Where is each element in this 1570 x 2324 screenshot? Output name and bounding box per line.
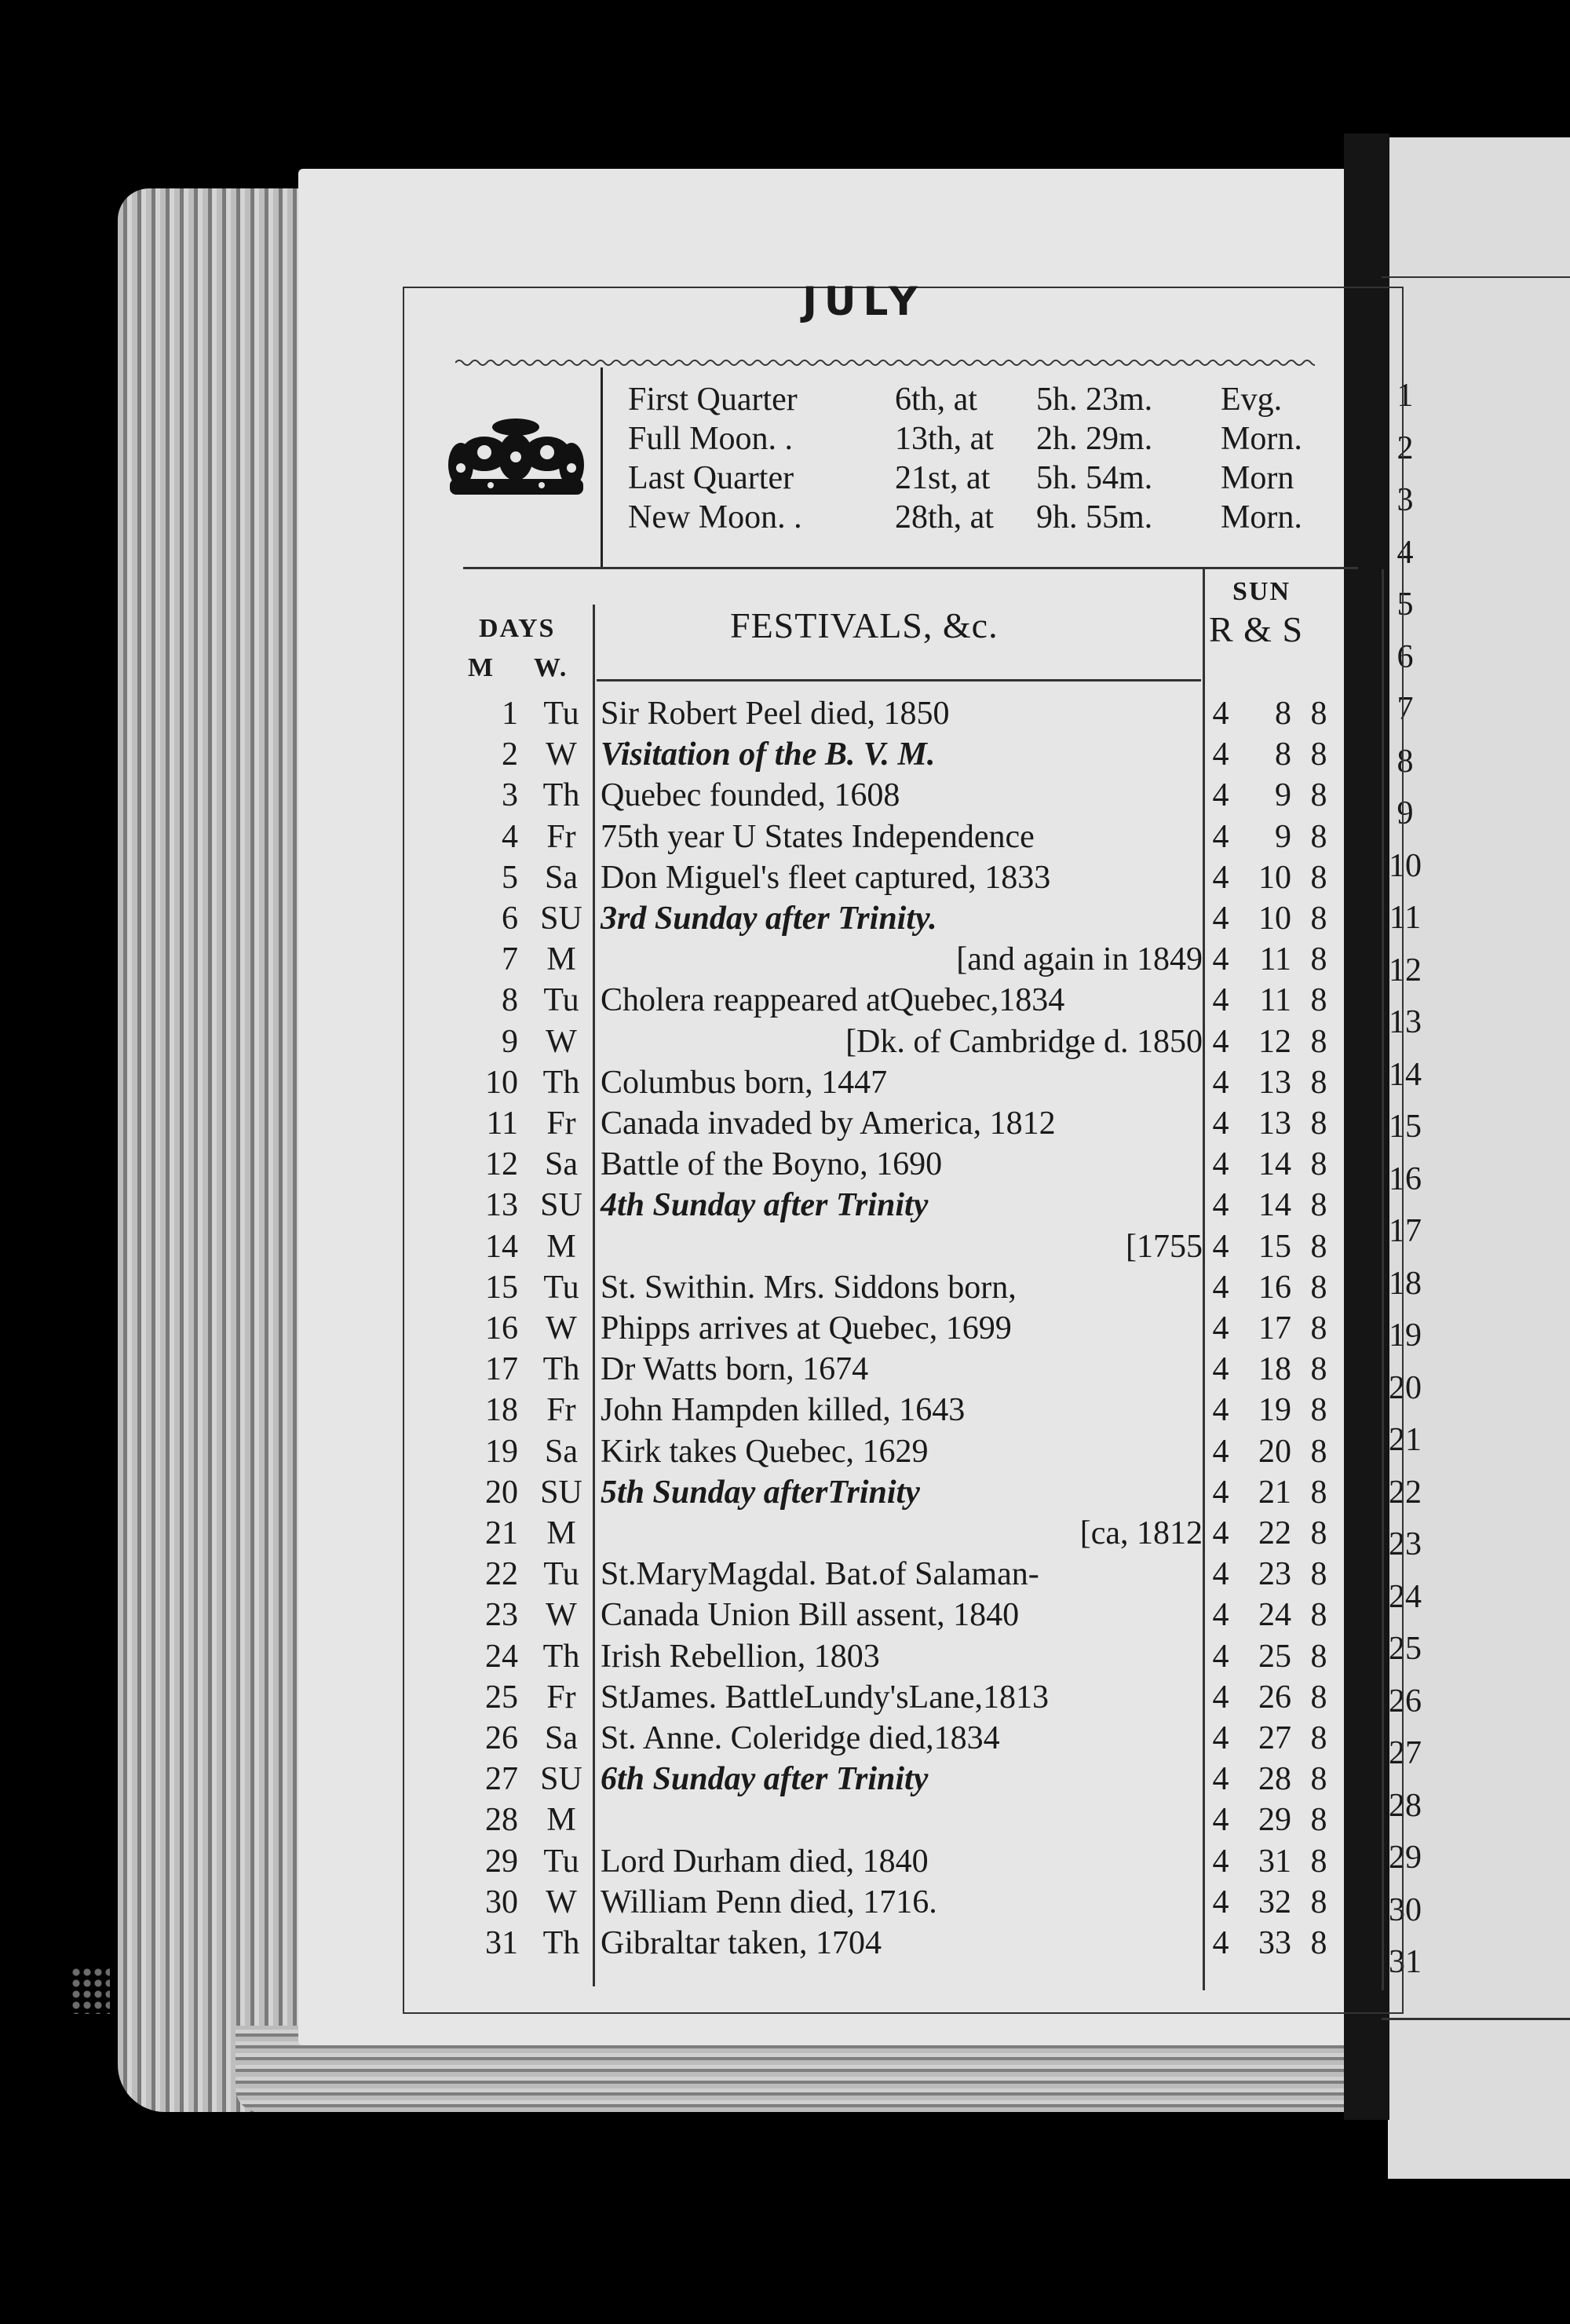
sun-minutes: 14 [1258, 1187, 1291, 1224]
day-of-week: Sa [545, 1720, 578, 1756]
sun-minutes: 12 [1258, 1023, 1291, 1060]
day-row [0, 1023, 1397, 1064]
sun-rise-hour: 4 [1212, 1638, 1229, 1675]
sun-rise-hour: 4 [1212, 1187, 1229, 1224]
facing-page-number: 21 [1389, 1422, 1422, 1458]
day-of-month: 27 [485, 1761, 518, 1798]
day-of-month: 5 [502, 859, 518, 896]
day-row [0, 1719, 1397, 1760]
day-of-week: M [546, 1228, 576, 1265]
rise-set-header: R & S [1209, 609, 1304, 649]
day-of-week: W [546, 1023, 577, 1060]
facing-page-number: 16 [1389, 1160, 1422, 1197]
sun-set-hour: 8 [1310, 982, 1327, 1019]
day-of-week: Th [542, 1638, 580, 1675]
day-of-week: Tu [543, 1843, 579, 1880]
facing-page-number: 5 [1397, 586, 1414, 623]
sun-minutes: 8 [1275, 696, 1291, 732]
sun-set-hour: 8 [1310, 1761, 1327, 1798]
sun-set-hour: 8 [1310, 777, 1327, 814]
sun-rise-hour: 4 [1212, 1105, 1229, 1142]
day-row [0, 1186, 1397, 1227]
moon-phase-name: Last Quarter [628, 460, 794, 496]
sun-set-hour: 8 [1310, 1064, 1327, 1101]
festival-text: William Penn died, 1716. [601, 1884, 937, 1920]
day-of-month: 9 [502, 1023, 518, 1060]
day-row [0, 1596, 1397, 1637]
facing-page-number: 6 [1397, 638, 1414, 675]
moon-phase-period: Morn [1221, 460, 1294, 496]
sun-minutes: 10 [1258, 901, 1291, 937]
sun-header: SUN [1232, 577, 1291, 606]
day-of-month: 8 [502, 982, 518, 1019]
festival-text: Irish Rebellion, 1803 [601, 1638, 880, 1675]
day-row [0, 1269, 1397, 1310]
moon-phase-period: Evg. [1221, 382, 1283, 418]
day-of-week: Tu [543, 982, 579, 1019]
day-of-week: Th [542, 1064, 580, 1101]
festival-text: St.MaryMagdal. Bat.of Salaman- [601, 1556, 1039, 1593]
festival-text: Battle of the Boyno, 1690 [601, 1146, 943, 1183]
day-row [0, 1228, 1397, 1269]
sun-minutes: 26 [1258, 1679, 1291, 1716]
facing-page-number: 8 [1397, 743, 1414, 780]
festival-text: Cholera reappeared atQuebec,1834 [601, 982, 1065, 1019]
facing-page-number: 9 [1397, 795, 1414, 831]
day-of-month: 26 [485, 1720, 518, 1756]
moon-phase-name: First Quarter [628, 382, 798, 418]
festival-text: 6th Sunday after Trinity [601, 1761, 929, 1798]
facing-page-number: 26 [1389, 1683, 1422, 1719]
facing-page-number: 14 [1389, 1056, 1422, 1093]
day-of-week: SU [540, 1761, 582, 1798]
festival-text: 4th Sunday after Trinity [601, 1187, 929, 1224]
day-of-month: 2 [502, 736, 518, 773]
day-of-month: 1 [502, 696, 518, 732]
sun-rise-hour: 4 [1212, 859, 1229, 896]
day-of-week: Fr [546, 1392, 576, 1429]
sun-rise-hour: 4 [1212, 1228, 1229, 1265]
sun-rise-hour: 4 [1212, 1351, 1229, 1388]
festival-text: [and again in 1849 [956, 941, 1203, 978]
day-of-week: Th [542, 1925, 580, 1961]
day-of-month: 18 [485, 1392, 518, 1429]
sun-rise-hour: 4 [1212, 1023, 1229, 1060]
day-of-month: 30 [485, 1884, 518, 1920]
facing-page-number: 20 [1389, 1369, 1422, 1406]
day-of-week: Tu [543, 696, 579, 732]
sun-set-hour: 8 [1310, 1146, 1327, 1183]
facing-page-number: 29 [1389, 1840, 1422, 1876]
day-of-week: Fr [546, 818, 576, 855]
day-of-month: 19 [485, 1433, 518, 1470]
sun-set-hour: 8 [1310, 1269, 1327, 1306]
dust-speck [71, 1967, 110, 2014]
sun-rise-hour: 4 [1212, 1843, 1229, 1880]
facing-page-number: 12 [1389, 952, 1422, 988]
sun-rise-hour: 4 [1212, 1679, 1229, 1716]
festival-text: 75th year U States Independence [601, 818, 1035, 855]
day-of-month: 31 [485, 1925, 518, 1961]
sun-minutes: 15 [1258, 1228, 1291, 1265]
day-of-month: 11 [486, 1105, 518, 1142]
facing-page-number: 15 [1389, 1109, 1422, 1145]
facing-page-number: 23 [1389, 1526, 1422, 1562]
day-of-month: 13 [485, 1187, 518, 1224]
facing-page-number: 10 [1389, 847, 1422, 884]
day-row [0, 776, 1397, 817]
festival-text: Canada Union Bill assent, 1840 [601, 1597, 1020, 1634]
day-row [0, 1924, 1397, 1965]
day-row [0, 1105, 1397, 1146]
sun-set-hour: 8 [1310, 1925, 1327, 1961]
sun-minutes: 16 [1258, 1269, 1291, 1306]
moon-phase-name: New Moon. . [628, 499, 802, 535]
day-row [0, 1474, 1397, 1515]
days-header: DAYS [479, 614, 556, 643]
day-of-month: 17 [485, 1351, 518, 1388]
day-of-week: M [546, 1515, 576, 1551]
festival-text: Lord Durham died, 1840 [601, 1843, 929, 1880]
sun-set-hour: 8 [1310, 1187, 1327, 1224]
festival-text: [ca, 1812 [1079, 1515, 1203, 1551]
festival-text: Phipps arrives at Quebec, 1699 [601, 1310, 1012, 1347]
facing-page-rule-bottom [1382, 2018, 1570, 2020]
day-of-week: W [546, 736, 577, 773]
facing-page-number: 30 [1389, 1891, 1422, 1928]
facing-page-number: 11 [1389, 900, 1422, 936]
day-row [0, 1515, 1397, 1555]
sun-minutes: 21 [1258, 1474, 1291, 1511]
day-of-week: Fr [546, 1105, 576, 1142]
day-of-week: Fr [546, 1679, 576, 1716]
day-of-month: 4 [502, 818, 518, 855]
moon-phase-time: 9h. 55m. [1036, 499, 1153, 535]
sun-set-hour: 8 [1310, 1638, 1327, 1675]
sun-set-hour: 8 [1310, 696, 1327, 732]
sun-set-hour: 8 [1310, 1843, 1327, 1880]
day-row [0, 1760, 1397, 1801]
sun-set-hour: 8 [1310, 1105, 1327, 1142]
festival-text: 5th Sunday afterTrinity [601, 1474, 920, 1511]
day-of-week: SU [540, 1187, 582, 1224]
sun-minutes: 20 [1258, 1433, 1291, 1470]
day-row [0, 1350, 1397, 1391]
sun-minutes: 32 [1258, 1884, 1291, 1920]
sun-minutes: 9 [1275, 777, 1291, 814]
sun-minutes: 9 [1275, 818, 1291, 855]
day-of-week: Sa [545, 1146, 578, 1183]
facing-page-number: 18 [1389, 1265, 1422, 1302]
day-row [0, 1843, 1397, 1884]
festival-text: Columbus born, 1447 [601, 1064, 888, 1101]
day-row [0, 859, 1397, 900]
sun-rise-hour: 4 [1212, 1761, 1229, 1798]
sun-rise-hour: 4 [1212, 696, 1229, 732]
day-of-month: 29 [485, 1843, 518, 1880]
sun-set-hour: 8 [1310, 1474, 1327, 1511]
festivals-header: FESTIVALS, &c. [730, 605, 999, 645]
sun-set-hour: 8 [1310, 818, 1327, 855]
sun-set-hour: 8 [1310, 901, 1327, 937]
sun-rise-hour: 4 [1212, 1802, 1229, 1839]
moon-divider [601, 367, 603, 568]
day-of-week: W [546, 1597, 577, 1634]
festival-text: Quebec founded, 1608 [601, 777, 900, 814]
day-of-week: Sa [545, 859, 578, 896]
sun-minutes: 33 [1258, 1925, 1291, 1961]
sun-minutes: 11 [1259, 941, 1291, 978]
festival-text: Dr Watts born, 1674 [601, 1351, 869, 1388]
sun-minutes: 13 [1258, 1064, 1291, 1101]
facing-page-number: 28 [1389, 1787, 1422, 1824]
day-of-month: 28 [485, 1802, 518, 1839]
sun-set-hour: 8 [1310, 736, 1327, 773]
sun-minutes: 25 [1258, 1638, 1291, 1675]
sun-minutes: 28 [1258, 1761, 1291, 1798]
festival-text: Kirk takes Quebec, 1629 [601, 1433, 929, 1470]
festival-text: St. Anne. Coleridge died,1834 [601, 1720, 1000, 1756]
sun-minutes: 31 [1258, 1843, 1291, 1880]
sun-rise-hour: 4 [1212, 777, 1229, 814]
sun-rise-hour: 4 [1212, 1720, 1229, 1756]
sun-set-hour: 8 [1310, 1515, 1327, 1551]
festival-text: Gibraltar taken, 1704 [601, 1925, 882, 1961]
day-of-month: 20 [485, 1474, 518, 1511]
sun-set-hour: 8 [1310, 1679, 1327, 1716]
sun-rise-hour: 4 [1212, 1474, 1229, 1511]
sun-minutes: 27 [1258, 1720, 1291, 1756]
day-of-month: 21 [485, 1515, 518, 1551]
sun-rise-hour: 4 [1212, 982, 1229, 1019]
day-of-month: 23 [485, 1597, 518, 1634]
facing-page-number: 2 [1397, 429, 1414, 466]
sun-minutes: 8 [1275, 736, 1291, 773]
day-of-week: W [546, 1310, 577, 1347]
moon-rule [463, 567, 1358, 569]
day-row [0, 1064, 1397, 1105]
day-row [0, 1391, 1397, 1432]
moon-phase-period: Morn. [1221, 499, 1302, 535]
moon-phase-time: 2h. 29m. [1036, 421, 1153, 457]
sun-set-hour: 8 [1310, 1720, 1327, 1756]
facing-page-number: 24 [1389, 1578, 1422, 1615]
day-row [0, 900, 1397, 941]
day-row [0, 1146, 1397, 1186]
facing-page-number: 17 [1389, 1213, 1422, 1249]
day-row [0, 1433, 1397, 1474]
day-of-month: 25 [485, 1679, 518, 1716]
day-row [0, 1884, 1397, 1924]
sun-rise-hour: 4 [1212, 1064, 1229, 1101]
sun-set-hour: 8 [1310, 1433, 1327, 1470]
day-row [0, 1555, 1397, 1596]
sun-set-hour: 8 [1310, 1556, 1327, 1593]
sun-rise-hour: 4 [1212, 1146, 1229, 1183]
day-of-month: 6 [502, 901, 518, 937]
sun-set-hour: 8 [1310, 1023, 1327, 1060]
day-of-week: SU [540, 1474, 582, 1511]
facing-page-number: 19 [1389, 1317, 1422, 1354]
facing-page-number: 13 [1389, 1004, 1422, 1040]
sun-minutes: 11 [1259, 982, 1291, 1019]
facing-page-rule [1382, 276, 1570, 278]
sun-set-hour: 8 [1310, 1597, 1327, 1634]
day-row [0, 1679, 1397, 1719]
sun-set-hour: 8 [1310, 1351, 1327, 1388]
festival-text: St. Swithin. Mrs. Siddons born, [601, 1269, 1017, 1306]
day-row [0, 1638, 1397, 1679]
sun-rise-hour: 4 [1212, 1433, 1229, 1470]
ornament-icon [444, 416, 589, 499]
sun-rise-hour: 4 [1212, 818, 1229, 855]
day-of-month: 22 [485, 1556, 518, 1593]
sun-minutes: 23 [1258, 1556, 1291, 1593]
day-row [0, 941, 1397, 981]
day-row [0, 736, 1397, 776]
day-of-month: 14 [485, 1228, 518, 1265]
sun-set-hour: 8 [1310, 1802, 1327, 1839]
facing-page-number: 3 [1397, 482, 1414, 518]
facing-page-number: 22 [1389, 1474, 1422, 1511]
sun-minutes: 14 [1258, 1146, 1291, 1183]
day-row [0, 818, 1397, 859]
moon-phase-day: 13th, at [895, 421, 994, 457]
sun-set-hour: 8 [1310, 941, 1327, 978]
day-of-month: 24 [485, 1638, 518, 1675]
festival-text: 3rd Sunday after Trinity. [601, 901, 937, 937]
day-of-week: Th [542, 1351, 580, 1388]
header-rule [597, 679, 1201, 681]
facing-page-number: 27 [1389, 1735, 1422, 1771]
festival-text: John Hampden killed, 1643 [601, 1392, 966, 1429]
day-of-month: 7 [502, 941, 518, 978]
festival-text: Sir Robert Peel died, 1850 [601, 696, 950, 732]
moon-phase-day: 28th, at [895, 499, 994, 535]
wavy-rule [455, 357, 1315, 368]
day-of-week: M [546, 941, 576, 978]
day-row [0, 1801, 1397, 1842]
day-of-month: 10 [485, 1064, 518, 1101]
sun-minutes: 19 [1258, 1392, 1291, 1429]
sun-minutes: 22 [1258, 1515, 1291, 1551]
day-of-week: W [546, 1884, 577, 1920]
facing-page-number: 7 [1397, 691, 1414, 727]
festival-text: Visitation of the B. V. M. [601, 736, 936, 773]
day-of-week: Th [542, 777, 580, 814]
sun-minutes: 18 [1258, 1351, 1291, 1388]
day-row [0, 981, 1397, 1022]
festival-text: [1755 [1126, 1228, 1203, 1265]
sun-minutes: 24 [1258, 1597, 1291, 1634]
day-of-week: M [546, 1802, 576, 1839]
facing-page-number: 25 [1389, 1631, 1422, 1667]
sun-rise-hour: 4 [1212, 901, 1229, 937]
day-of-month: 16 [485, 1310, 518, 1347]
sun-rise-hour: 4 [1212, 1269, 1229, 1306]
sun-minutes: 13 [1258, 1105, 1291, 1142]
day-row [0, 1310, 1397, 1350]
sun-set-hour: 8 [1310, 1310, 1327, 1347]
moon-phase-name: Full Moon. . [628, 421, 794, 457]
sun-rise-hour: 4 [1212, 941, 1229, 978]
day-of-month: 15 [485, 1269, 518, 1306]
sun-minutes: 17 [1258, 1310, 1291, 1347]
day-of-week: Tu [543, 1556, 579, 1593]
sun-rise-hour: 4 [1212, 1925, 1229, 1961]
day-of-month: 3 [502, 777, 518, 814]
day-of-week: Tu [543, 1269, 579, 1306]
sun-rise-hour: 4 [1212, 1597, 1229, 1634]
facing-page-number: 1 [1397, 378, 1414, 414]
festival-text: Canada invaded by America, 1812 [601, 1105, 1056, 1142]
facing-page-number: 4 [1397, 534, 1414, 571]
sun-set-hour: 8 [1310, 1884, 1327, 1920]
sun-rise-hour: 4 [1212, 1392, 1229, 1429]
day-month-header: M [468, 653, 495, 682]
sun-rise-hour: 4 [1212, 1310, 1229, 1347]
sun-rise-hour: 4 [1212, 1884, 1229, 1920]
festival-text: Don Miguel's fleet captured, 1833 [601, 859, 1051, 896]
sun-set-hour: 8 [1310, 859, 1327, 896]
day-week-header: W. [534, 653, 568, 682]
day-of-week: SU [540, 901, 582, 937]
sun-minutes: 10 [1258, 859, 1291, 896]
sun-set-hour: 8 [1310, 1392, 1327, 1429]
facing-page-number: 31 [1389, 1944, 1422, 1980]
sun-rise-hour: 4 [1212, 736, 1229, 773]
sun-minutes: 29 [1258, 1802, 1291, 1839]
month-title: JULY [802, 279, 925, 324]
festival-text: [Dk. of Cambridge d. 1850 [845, 1023, 1203, 1060]
moon-phase-time: 5h. 23m. [1036, 382, 1153, 418]
sun-rise-hour: 4 [1212, 1556, 1229, 1593]
sun-set-hour: 8 [1310, 1228, 1327, 1265]
sun-rise-hour: 4 [1212, 1515, 1229, 1551]
festival-text: StJames. BattleLundy'sLane,1813 [601, 1679, 1049, 1716]
moon-phase-period: Morn. [1221, 421, 1302, 457]
moon-phase-time: 5h. 54m. [1036, 460, 1153, 496]
day-row [0, 695, 1397, 736]
day-of-week: Sa [545, 1433, 578, 1470]
moon-phase-day: 6th, at [895, 382, 977, 418]
day-of-month: 12 [485, 1146, 518, 1183]
moon-phase-day: 21st, at [895, 460, 991, 496]
